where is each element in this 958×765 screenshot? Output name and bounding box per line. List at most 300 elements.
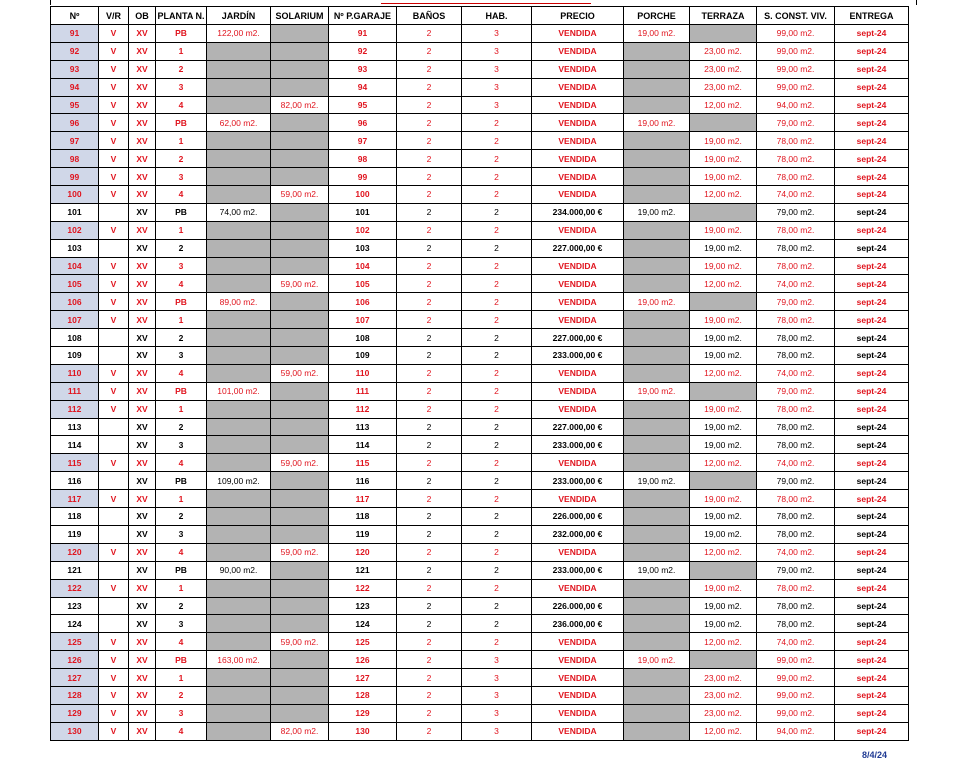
garage-number-cell: 95 xyxy=(329,96,397,114)
bathrooms-cell: 2 xyxy=(397,168,462,186)
built-area-cell: 99,00 m2. xyxy=(757,78,835,96)
bathrooms-cell: 2 xyxy=(397,561,462,579)
col-header-planta: PLANTA N. xyxy=(156,7,207,25)
delivery-date-cell: sept-24 xyxy=(835,400,909,418)
floor-cell: 2 xyxy=(156,508,207,526)
floor-cell: 2 xyxy=(156,150,207,168)
bathrooms-cell: 2 xyxy=(397,508,462,526)
delivery-date-cell: sept-24 xyxy=(835,579,909,597)
bedrooms-cell: 2 xyxy=(462,615,532,633)
price-cell: 232.000,00 € xyxy=(532,525,624,543)
floor-cell: 4 xyxy=(156,364,207,382)
ob-code-cell: XV xyxy=(129,60,156,78)
vr-status-cell: V xyxy=(99,186,129,204)
bedrooms-cell: 3 xyxy=(462,669,532,687)
built-area-cell: 74,00 m2. xyxy=(757,454,835,472)
bedrooms-cell: 2 xyxy=(462,150,532,168)
vr-status-cell: V xyxy=(99,42,129,60)
bathrooms-cell: 2 xyxy=(397,96,462,114)
solarium-area-cell xyxy=(271,508,329,526)
table-row xyxy=(51,669,909,687)
price-cell: VENDIDA xyxy=(532,150,624,168)
vr-status-cell: V xyxy=(99,293,129,311)
floor-cell: 1 xyxy=(156,579,207,597)
price-cell: VENDIDA xyxy=(532,454,624,472)
table-row xyxy=(51,633,909,651)
vr-status-cell: V xyxy=(99,311,129,329)
ob-code-cell: XV xyxy=(129,168,156,186)
delivery-date-cell: sept-24 xyxy=(835,472,909,490)
terrace-area-cell: 19,00 m2. xyxy=(690,150,757,168)
garage-number-cell: 124 xyxy=(329,615,397,633)
delivery-date-cell: sept-24 xyxy=(835,525,909,543)
porch-area-cell xyxy=(624,275,690,293)
terrace-area-cell: 19,00 m2. xyxy=(690,508,757,526)
bathrooms-cell: 2 xyxy=(397,436,462,454)
vr-status-cell: V xyxy=(99,132,129,150)
floor-cell: 1 xyxy=(156,132,207,150)
vr-status-cell: V xyxy=(99,651,129,669)
built-area-cell: 78,00 m2. xyxy=(757,615,835,633)
unit-number-cell: 112 xyxy=(51,400,99,418)
built-area-cell: 78,00 m2. xyxy=(757,168,835,186)
table-row xyxy=(51,508,909,526)
unit-number-cell: 103 xyxy=(51,239,99,257)
table-row xyxy=(51,78,909,96)
terrace-area-cell: 12,00 m2. xyxy=(690,275,757,293)
table-row xyxy=(51,203,909,221)
garage-number-cell: 93 xyxy=(329,60,397,78)
ob-code-cell: XV xyxy=(129,382,156,400)
bathrooms-cell: 2 xyxy=(397,203,462,221)
solarium-area-cell xyxy=(271,597,329,615)
vr-status-cell: V xyxy=(99,78,129,96)
built-area-cell: 78,00 m2. xyxy=(757,418,835,436)
porch-area-cell xyxy=(624,60,690,78)
price-cell: VENDIDA xyxy=(532,257,624,275)
garden-area-cell xyxy=(207,669,271,687)
floor-cell: PB xyxy=(156,561,207,579)
garden-area-cell: 74,00 m2. xyxy=(207,203,271,221)
unit-number-cell: 116 xyxy=(51,472,99,490)
table-row xyxy=(51,275,909,293)
built-area-cell: 79,00 m2. xyxy=(757,293,835,311)
delivery-date-cell: sept-24 xyxy=(835,168,909,186)
garden-area-cell xyxy=(207,525,271,543)
porch-area-cell xyxy=(624,597,690,615)
bathrooms-cell: 2 xyxy=(397,490,462,508)
floor-cell: PB xyxy=(156,651,207,669)
table-row xyxy=(51,543,909,561)
terrace-area-cell: 19,00 m2. xyxy=(690,347,757,365)
garden-area-cell xyxy=(207,257,271,275)
built-area-cell: 78,00 m2. xyxy=(757,508,835,526)
table-row xyxy=(51,114,909,132)
delivery-date-cell: sept-24 xyxy=(835,203,909,221)
unit-number-cell: 105 xyxy=(51,275,99,293)
garden-area-cell xyxy=(207,722,271,740)
col-header-superficie: S. CONST. VIV. xyxy=(757,7,835,25)
porch-area-cell xyxy=(624,704,690,722)
price-cell: VENDIDA xyxy=(532,669,624,687)
bedrooms-cell: 2 xyxy=(462,525,532,543)
unit-number-cell: 97 xyxy=(51,132,99,150)
ob-code-cell: XV xyxy=(129,454,156,472)
terrace-area-cell xyxy=(690,472,757,490)
price-cell: 233.000,00 € xyxy=(532,436,624,454)
vr-status-cell: V xyxy=(99,221,129,239)
bedrooms-cell: 3 xyxy=(462,686,532,704)
garden-area-cell xyxy=(207,543,271,561)
bedrooms-cell: 2 xyxy=(462,400,532,418)
table-row xyxy=(51,347,909,365)
built-area-cell: 94,00 m2. xyxy=(757,96,835,114)
floor-cell: 1 xyxy=(156,490,207,508)
delivery-date-cell: sept-24 xyxy=(835,490,909,508)
porch-area-cell xyxy=(624,96,690,114)
delivery-date-cell: sept-24 xyxy=(835,686,909,704)
terrace-area-cell: 19,00 m2. xyxy=(690,311,757,329)
bedrooms-cell: 3 xyxy=(462,60,532,78)
garage-number-cell: 115 xyxy=(329,454,397,472)
garden-area-cell xyxy=(207,239,271,257)
price-cell: VENDIDA xyxy=(532,543,624,561)
garden-area-cell xyxy=(207,686,271,704)
price-cell: VENDIDA xyxy=(532,579,624,597)
garage-number-cell: 121 xyxy=(329,561,397,579)
table-row xyxy=(51,418,909,436)
garage-number-cell: 107 xyxy=(329,311,397,329)
floor-cell: 3 xyxy=(156,525,207,543)
bedrooms-cell: 2 xyxy=(462,186,532,204)
solarium-area-cell xyxy=(271,293,329,311)
bedrooms-cell: 2 xyxy=(462,633,532,651)
unit-number-cell: 124 xyxy=(51,615,99,633)
ob-code-cell: XV xyxy=(129,42,156,60)
bathrooms-cell: 2 xyxy=(397,633,462,651)
bathrooms-cell: 2 xyxy=(397,78,462,96)
col-header-terraza: TERRAZA xyxy=(690,7,757,25)
built-area-cell: 74,00 m2. xyxy=(757,275,835,293)
col-header-num: Nº xyxy=(51,7,99,25)
ob-code-cell: XV xyxy=(129,561,156,579)
unit-number-cell: 109 xyxy=(51,347,99,365)
terrace-area-cell: 23,00 m2. xyxy=(690,42,757,60)
porch-area-cell xyxy=(624,257,690,275)
unit-number-cell: 123 xyxy=(51,597,99,615)
ob-code-cell: XV xyxy=(129,114,156,132)
unit-number-cell: 113 xyxy=(51,418,99,436)
built-area-cell: 79,00 m2. xyxy=(757,114,835,132)
delivery-date-cell: sept-24 xyxy=(835,221,909,239)
terrace-area-cell: 19,00 m2. xyxy=(690,525,757,543)
porch-area-cell xyxy=(624,633,690,651)
garage-number-cell: 117 xyxy=(329,490,397,508)
garage-number-cell: 98 xyxy=(329,150,397,168)
price-cell: VENDIDA xyxy=(532,78,624,96)
unit-number-cell: 114 xyxy=(51,436,99,454)
porch-area-cell xyxy=(624,311,690,329)
bedrooms-cell: 2 xyxy=(462,329,532,347)
floor-cell: 2 xyxy=(156,329,207,347)
table-row xyxy=(51,257,909,275)
ob-code-cell: XV xyxy=(129,525,156,543)
bedrooms-cell: 2 xyxy=(462,561,532,579)
price-cell: VENDIDA xyxy=(532,400,624,418)
ob-code-cell: XV xyxy=(129,275,156,293)
built-area-cell: 94,00 m2. xyxy=(757,722,835,740)
price-cell: VENDIDA xyxy=(532,704,624,722)
floor-cell: 4 xyxy=(156,633,207,651)
ob-code-cell: XV xyxy=(129,293,156,311)
bathrooms-cell: 2 xyxy=(397,597,462,615)
price-cell: VENDIDA xyxy=(532,293,624,311)
table-row xyxy=(51,490,909,508)
col-header-garaje: Nº P.GARAJE xyxy=(329,7,397,25)
terrace-area-cell: 12,00 m2. xyxy=(690,186,757,204)
delivery-date-cell: sept-24 xyxy=(835,293,909,311)
table-row xyxy=(51,132,909,150)
ob-code-cell: XV xyxy=(129,722,156,740)
garden-area-cell xyxy=(207,96,271,114)
porch-area-cell xyxy=(624,347,690,365)
bathrooms-cell: 2 xyxy=(397,669,462,687)
bedrooms-cell: 3 xyxy=(462,78,532,96)
ob-code-cell: XV xyxy=(129,704,156,722)
solarium-area-cell: 59,00 m2. xyxy=(271,364,329,382)
solarium-area-cell xyxy=(271,686,329,704)
delivery-date-cell: sept-24 xyxy=(835,436,909,454)
garden-area-cell xyxy=(207,633,271,651)
table-row xyxy=(51,597,909,615)
delivery-date-cell: sept-24 xyxy=(835,42,909,60)
bathrooms-cell: 2 xyxy=(397,382,462,400)
porch-area-cell xyxy=(624,186,690,204)
ob-code-cell: XV xyxy=(129,364,156,382)
floor-cell: 2 xyxy=(156,418,207,436)
vr-status-cell: V xyxy=(99,382,129,400)
table-row xyxy=(51,25,909,43)
unit-number-cell: 121 xyxy=(51,561,99,579)
col-header-solarium: SOLARIUM xyxy=(271,7,329,25)
vr-status-cell xyxy=(99,615,129,633)
garden-area-cell xyxy=(207,221,271,239)
floor-cell: 1 xyxy=(156,42,207,60)
garden-area-cell xyxy=(207,311,271,329)
solarium-area-cell xyxy=(271,329,329,347)
unit-number-cell: 130 xyxy=(51,722,99,740)
built-area-cell: 78,00 m2. xyxy=(757,329,835,347)
vr-status-cell: V xyxy=(99,669,129,687)
solarium-area-cell xyxy=(271,311,329,329)
garden-area-cell xyxy=(207,490,271,508)
porch-area-cell xyxy=(624,454,690,472)
bedrooms-cell: 2 xyxy=(462,132,532,150)
price-cell: VENDIDA xyxy=(532,722,624,740)
terrace-area-cell: 19,00 m2. xyxy=(690,490,757,508)
delivery-date-cell: sept-24 xyxy=(835,25,909,43)
porch-area-cell: 19,00 m2. xyxy=(624,382,690,400)
bedrooms-cell: 2 xyxy=(462,579,532,597)
terrace-area-cell: 12,00 m2. xyxy=(690,364,757,382)
price-cell: 234.000,00 € xyxy=(532,203,624,221)
terrace-area-cell xyxy=(690,203,757,221)
table-row xyxy=(51,60,909,78)
bathrooms-cell: 2 xyxy=(397,525,462,543)
terrace-area-cell xyxy=(690,114,757,132)
built-area-cell: 99,00 m2. xyxy=(757,25,835,43)
vr-status-cell: V xyxy=(99,400,129,418)
terrace-area-cell: 23,00 m2. xyxy=(690,78,757,96)
table-row xyxy=(51,311,909,329)
garage-number-cell: 106 xyxy=(329,293,397,311)
solarium-area-cell xyxy=(271,418,329,436)
vr-status-cell: V xyxy=(99,364,129,382)
unit-number-cell: 122 xyxy=(51,579,99,597)
vr-status-cell: V xyxy=(99,168,129,186)
table-row xyxy=(51,472,909,490)
document-date: 8/4/24 xyxy=(862,750,888,760)
garden-area-cell: 109,00 m2. xyxy=(207,472,271,490)
price-cell: 233.000,00 € xyxy=(532,347,624,365)
bathrooms-cell: 2 xyxy=(397,311,462,329)
solarium-area-cell xyxy=(271,400,329,418)
top-border-fragment xyxy=(50,0,917,5)
garage-number-cell: 102 xyxy=(329,221,397,239)
garden-area-cell: 163,00 m2. xyxy=(207,651,271,669)
porch-area-cell: 19,00 m2. xyxy=(624,203,690,221)
bedrooms-cell: 2 xyxy=(462,490,532,508)
bathrooms-cell: 2 xyxy=(397,543,462,561)
apartment-availability-table xyxy=(50,6,909,741)
bathrooms-cell: 2 xyxy=(397,25,462,43)
built-area-cell: 99,00 m2. xyxy=(757,704,835,722)
unit-number-cell: 93 xyxy=(51,60,99,78)
col-header-vr: V/R xyxy=(99,7,129,25)
garden-area-cell xyxy=(207,579,271,597)
table-row xyxy=(51,293,909,311)
table-row xyxy=(51,400,909,418)
ob-code-cell: XV xyxy=(129,239,156,257)
terrace-area-cell: 19,00 m2. xyxy=(690,239,757,257)
bedrooms-cell: 3 xyxy=(462,25,532,43)
ob-code-cell: XV xyxy=(129,347,156,365)
price-cell: 227.000,00 € xyxy=(532,239,624,257)
delivery-date-cell: sept-24 xyxy=(835,114,909,132)
bathrooms-cell: 2 xyxy=(397,686,462,704)
terrace-area-cell: 19,00 m2. xyxy=(690,329,757,347)
bathrooms-cell: 2 xyxy=(397,293,462,311)
garage-number-cell: 120 xyxy=(329,543,397,561)
solarium-area-cell xyxy=(271,615,329,633)
delivery-date-cell: sept-24 xyxy=(835,275,909,293)
delivery-date-cell: sept-24 xyxy=(835,347,909,365)
garden-area-cell xyxy=(207,615,271,633)
price-cell: VENDIDA xyxy=(532,168,624,186)
solarium-area-cell xyxy=(271,347,329,365)
unit-number-cell: 128 xyxy=(51,686,99,704)
ob-code-cell: XV xyxy=(129,203,156,221)
bathrooms-cell: 2 xyxy=(397,615,462,633)
bathrooms-cell: 2 xyxy=(397,186,462,204)
terrace-area-cell: 23,00 m2. xyxy=(690,669,757,687)
bedrooms-cell: 3 xyxy=(462,704,532,722)
price-cell: VENDIDA xyxy=(532,490,624,508)
unit-number-cell: 125 xyxy=(51,633,99,651)
porch-area-cell xyxy=(624,579,690,597)
price-cell: VENDIDA xyxy=(532,132,624,150)
porch-area-cell xyxy=(624,42,690,60)
built-area-cell: 99,00 m2. xyxy=(757,651,835,669)
solarium-area-cell xyxy=(271,669,329,687)
terrace-area-cell: 19,00 m2. xyxy=(690,597,757,615)
garage-number-cell: 118 xyxy=(329,508,397,526)
garden-area-cell xyxy=(207,150,271,168)
garden-area-cell xyxy=(207,364,271,382)
unit-number-cell: 107 xyxy=(51,311,99,329)
garden-area-cell xyxy=(207,132,271,150)
bedrooms-cell: 3 xyxy=(462,42,532,60)
terrace-area-cell: 23,00 m2. xyxy=(690,60,757,78)
terrace-area-cell xyxy=(690,382,757,400)
built-area-cell: 78,00 m2. xyxy=(757,132,835,150)
porch-area-cell xyxy=(624,400,690,418)
delivery-date-cell: sept-24 xyxy=(835,150,909,168)
terrace-area-cell: 19,00 m2. xyxy=(690,579,757,597)
garage-number-cell: 92 xyxy=(329,42,397,60)
built-area-cell: 78,00 m2. xyxy=(757,150,835,168)
vr-status-cell xyxy=(99,597,129,615)
porch-area-cell xyxy=(624,364,690,382)
garage-number-cell: 125 xyxy=(329,633,397,651)
table-row xyxy=(51,686,909,704)
price-cell: VENDIDA xyxy=(532,221,624,239)
porch-area-cell xyxy=(624,669,690,687)
porch-area-cell xyxy=(624,722,690,740)
porch-area-cell xyxy=(624,615,690,633)
ob-code-cell: XV xyxy=(129,400,156,418)
bedrooms-cell: 2 xyxy=(462,168,532,186)
vr-status-cell: V xyxy=(99,633,129,651)
delivery-date-cell: sept-24 xyxy=(835,454,909,472)
garage-number-cell: 101 xyxy=(329,203,397,221)
delivery-date-cell: sept-24 xyxy=(835,382,909,400)
solarium-area-cell xyxy=(271,168,329,186)
bedrooms-cell: 2 xyxy=(462,436,532,454)
bedrooms-cell: 2 xyxy=(462,275,532,293)
delivery-date-cell: sept-24 xyxy=(835,615,909,633)
solarium-area-cell xyxy=(271,239,329,257)
porch-area-cell: 19,00 m2. xyxy=(624,472,690,490)
delivery-date-cell: sept-24 xyxy=(835,96,909,114)
floor-cell: PB xyxy=(156,382,207,400)
ob-code-cell: XV xyxy=(129,633,156,651)
porch-area-cell: 19,00 m2. xyxy=(624,25,690,43)
vr-status-cell: V xyxy=(99,704,129,722)
built-area-cell: 78,00 m2. xyxy=(757,347,835,365)
built-area-cell: 78,00 m2. xyxy=(757,579,835,597)
floor-cell: 2 xyxy=(156,597,207,615)
vr-status-cell xyxy=(99,347,129,365)
garage-number-cell: 119 xyxy=(329,525,397,543)
unit-number-cell: 91 xyxy=(51,25,99,43)
unit-number-cell: 106 xyxy=(51,293,99,311)
solarium-area-cell: 59,00 m2. xyxy=(271,186,329,204)
price-cell: 227.000,00 € xyxy=(532,329,624,347)
garden-area-cell xyxy=(207,275,271,293)
vr-status-cell: V xyxy=(99,686,129,704)
bedrooms-cell: 2 xyxy=(462,418,532,436)
